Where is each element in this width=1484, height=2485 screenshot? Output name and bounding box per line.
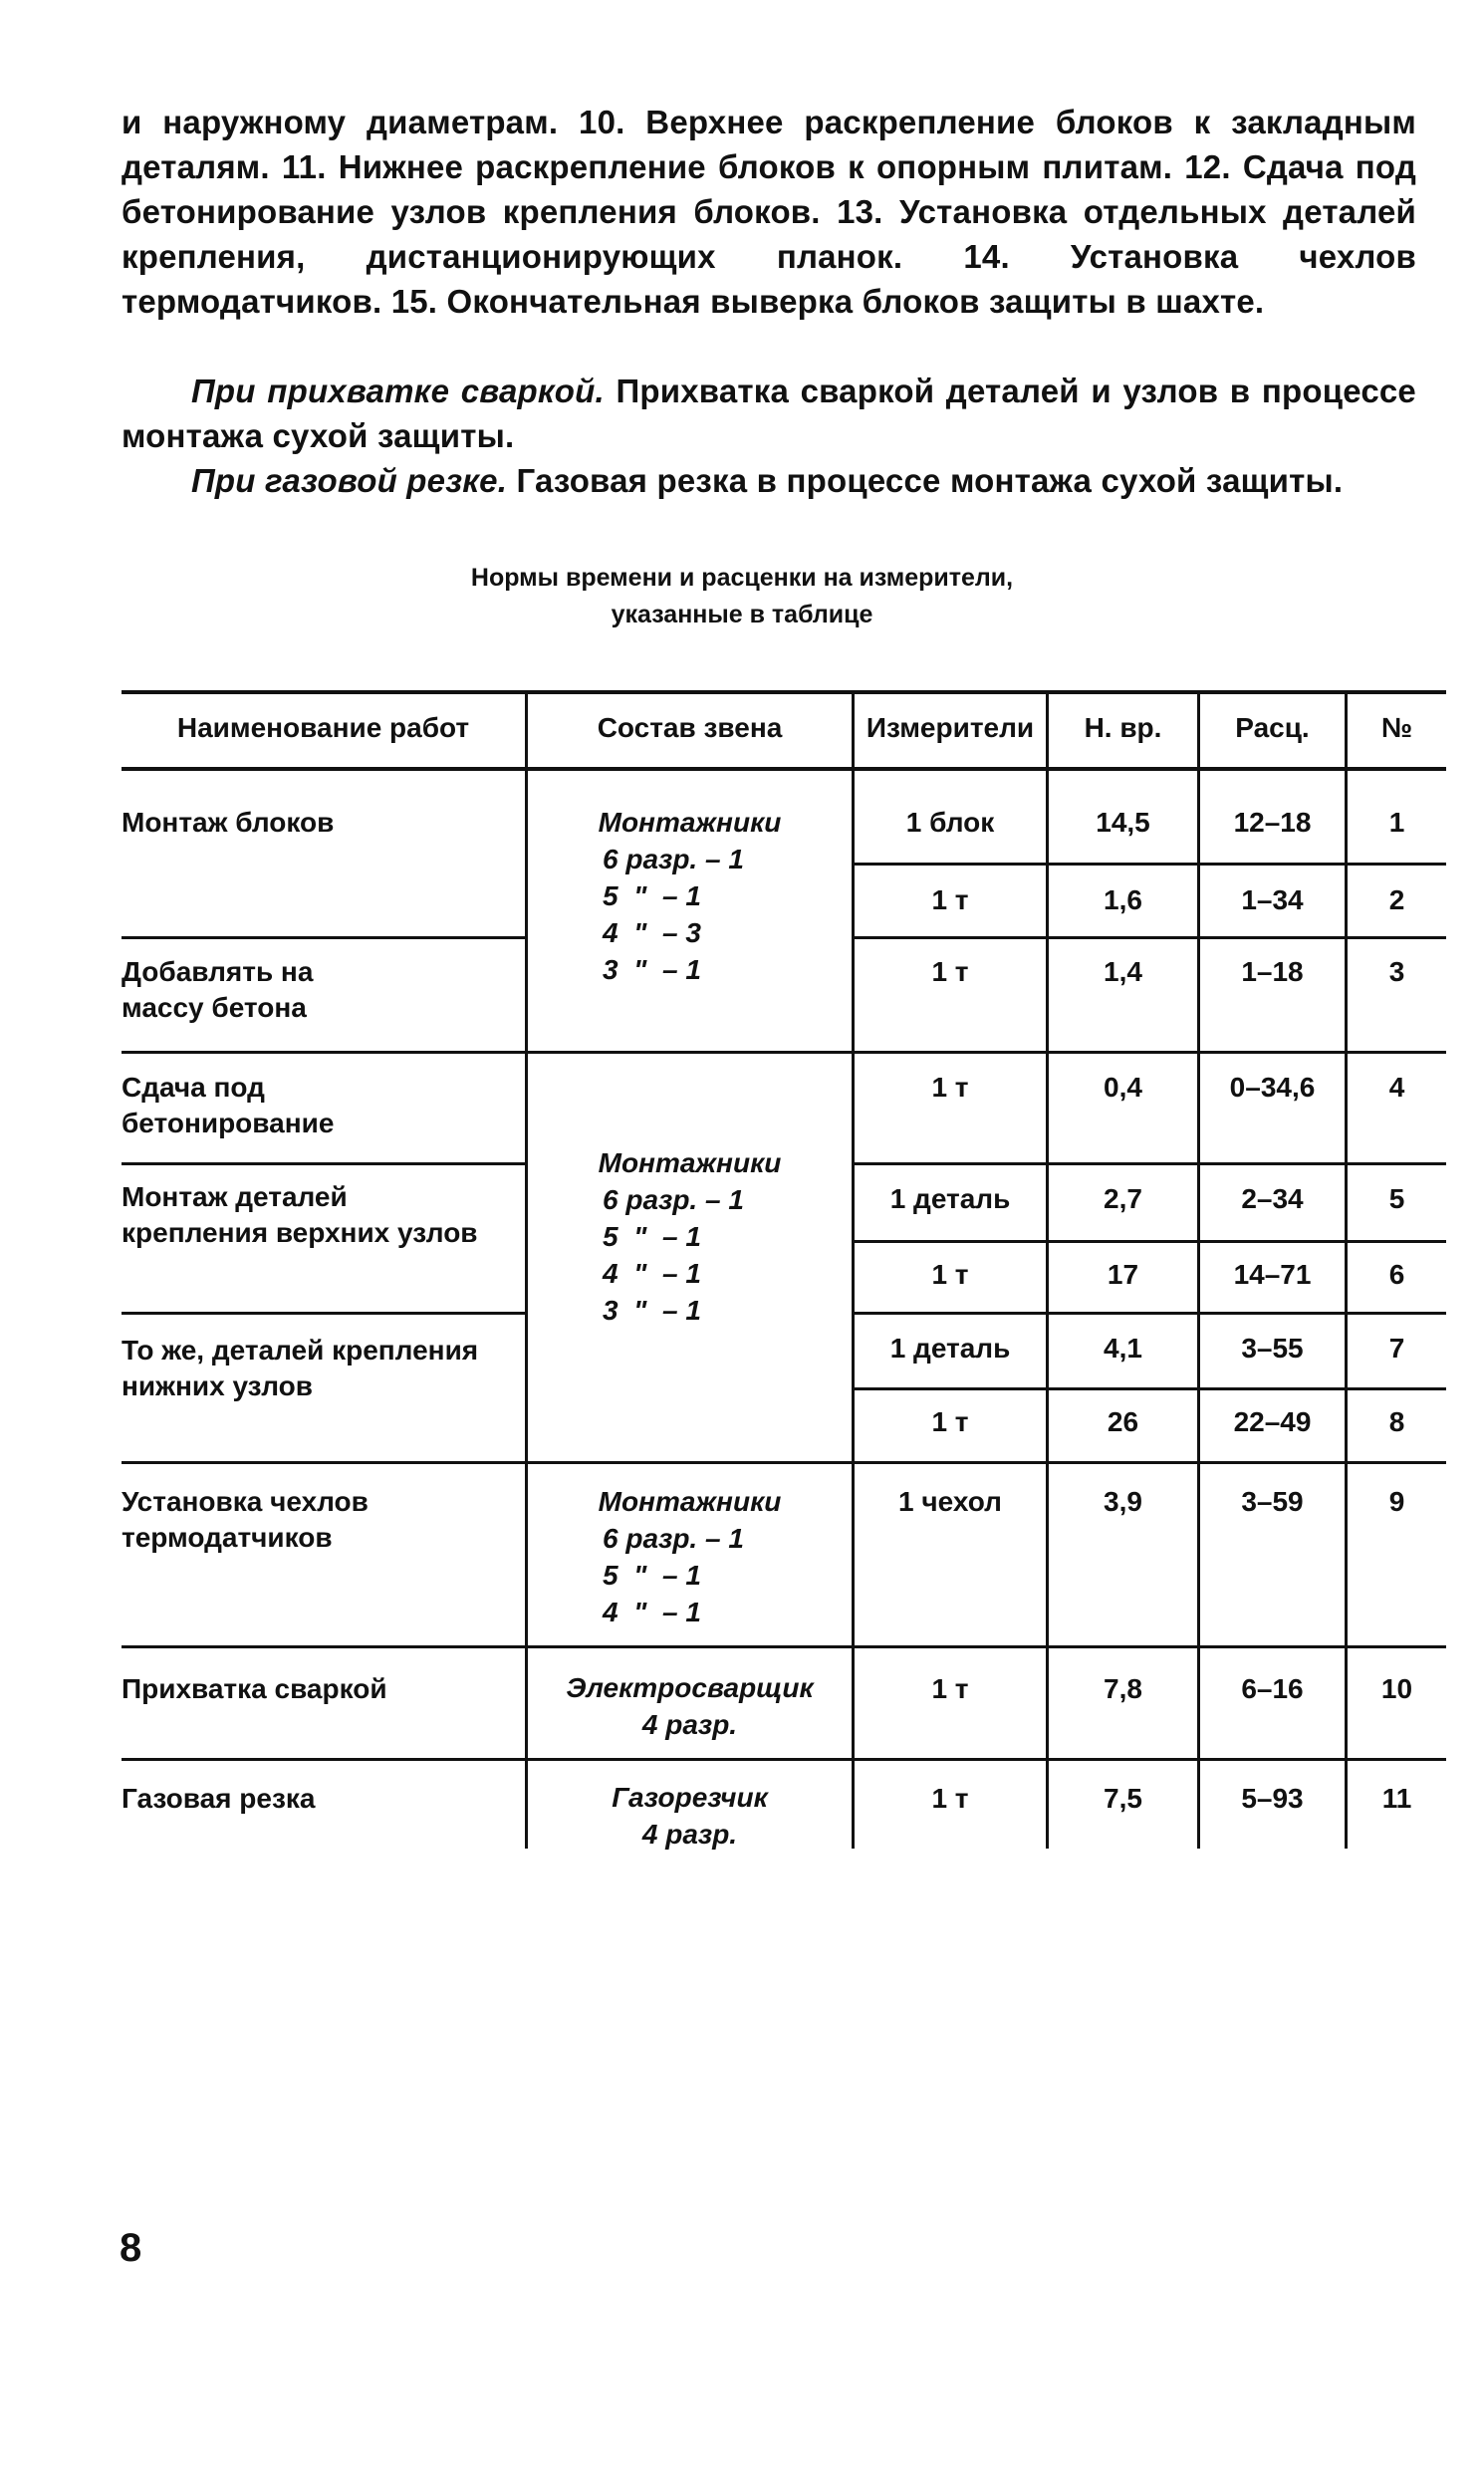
row-rule	[852, 1387, 1446, 1390]
rate-cell: 1–34	[1241, 884, 1304, 915]
crew-line: 6 разр. – 1	[603, 1523, 744, 1554]
unit-cell: 1 чехол	[898, 1486, 1002, 1517]
gas-cutting-text: Газовая резка в процессе монтажа сухой защиты.	[507, 462, 1344, 499]
number-cell: 6	[1388, 1259, 1405, 1290]
number-cell: 8	[1388, 1406, 1405, 1437]
welding-lead: При прихватке сваркой.	[191, 373, 605, 409]
number-cell: 2	[1388, 884, 1405, 915]
rate-cell: 22–49	[1233, 1406, 1312, 1437]
rate-cell: 5–93	[1241, 1783, 1304, 1814]
crew-line: 5 " – 1	[603, 1221, 701, 1252]
row-rule	[122, 1758, 1446, 1761]
row-rule	[122, 1312, 526, 1315]
header-rate: Расц.	[1235, 712, 1310, 743]
norm-cell: 0,4	[1104, 1072, 1142, 1103]
page-number: 8	[120, 2226, 142, 2270]
rate-cell: 0–34,6	[1229, 1072, 1316, 1103]
crew-line: 6 разр. – 1	[603, 1184, 744, 1215]
norm-cell: 7,5	[1104, 1783, 1142, 1814]
rate-cell: 6–16	[1241, 1673, 1304, 1704]
norm-cell: 1,4	[1104, 956, 1142, 987]
number-cell: 11	[1381, 1783, 1412, 1814]
crew-line: 6 разр. – 1	[603, 844, 744, 874]
unit-cell: 1 деталь	[889, 1183, 1011, 1214]
unit-cell: 1 т	[931, 956, 969, 987]
unit-cell: 1 т	[931, 1259, 969, 1290]
crew-line: 4 " – 3	[603, 917, 701, 948]
norm-cell: 14,5	[1096, 807, 1150, 838]
work-name: Добавлять на массу бетона	[122, 956, 314, 1023]
rate-cell: 14–71	[1233, 1259, 1312, 1290]
rate-cell: 2–34	[1241, 1183, 1304, 1214]
row-rule	[852, 863, 1446, 866]
number-cell: 10	[1380, 1673, 1413, 1704]
row-rule	[852, 1240, 1446, 1243]
unit-cell: 1 т	[931, 1406, 969, 1437]
header-norm: Н. вр.	[1084, 712, 1162, 743]
work-name: Установка чехлов термодатчиков	[122, 1486, 369, 1553]
work-name: Прихватка сваркой	[122, 1673, 387, 1704]
rate-cell: 3–55	[1241, 1333, 1304, 1364]
crew-title: Газорезчик	[612, 1782, 768, 1813]
number-cell: 4	[1388, 1072, 1405, 1103]
row-rule	[122, 1645, 1446, 1648]
row-rule	[122, 936, 526, 939]
rate-cell: 1–18	[1241, 956, 1304, 987]
work-name: Газовая резка	[122, 1783, 316, 1814]
crew-line: 4 " – 1	[603, 1597, 701, 1627]
crew-line: 4 " – 1	[603, 1258, 701, 1289]
norm-cell: 7,8	[1104, 1673, 1142, 1704]
norm-cell: 2,7	[1104, 1183, 1142, 1214]
unit-cell: 1 т	[931, 1072, 969, 1103]
unit-cell: 1 т	[931, 1783, 969, 1814]
unit-cell: 1 т	[931, 1673, 969, 1704]
row-rule	[852, 1162, 1446, 1165]
crew-line: 3 " – 1	[603, 954, 701, 985]
rate-cell: 3–59	[1241, 1486, 1304, 1517]
unit-cell: 1 деталь	[889, 1333, 1011, 1364]
row-rule	[852, 936, 1446, 939]
table-caption-line-2: указанные в таблице	[611, 601, 873, 628]
norm-cell: 3,9	[1104, 1486, 1142, 1517]
number-cell: 3	[1388, 956, 1405, 987]
crew-title: Монтажники	[598, 1486, 782, 1517]
crew-line: 5 " – 1	[603, 880, 701, 911]
row-rule	[122, 1051, 1446, 1054]
welding-paragraph	[122, 369, 1416, 458]
unit-cell: 1 т	[931, 884, 969, 915]
table-top-rule	[122, 690, 1446, 694]
gas-cutting-paragraph	[122, 458, 1416, 503]
work-name: Сдача под бетонирование	[122, 1072, 335, 1138]
row-rule	[122, 1461, 1446, 1464]
number-cell: 5	[1388, 1183, 1405, 1214]
gas-cutting-lead: При газовой резке.	[191, 462, 508, 499]
work-name: Монтаж блоков	[122, 807, 335, 838]
norm-cell: 26	[1107, 1406, 1139, 1437]
crew-title: Монтажники	[598, 1147, 782, 1178]
crew-line: 4 разр.	[641, 1709, 738, 1740]
norm-cell: 1,6	[1104, 884, 1142, 915]
crew-title: Электросварщик	[566, 1672, 814, 1703]
rate-cell: 12–18	[1233, 807, 1312, 838]
crew-title: Монтажники	[598, 807, 782, 838]
header-bottom-rule	[122, 767, 1446, 771]
row-rule	[122, 1162, 526, 1165]
header-work: Наименование работ	[176, 712, 470, 743]
table-caption-line-1: Нормы времени и расценки на измерители,	[470, 564, 1014, 592]
unit-cell: 1 блок	[905, 807, 995, 838]
number-cell: 9	[1388, 1486, 1405, 1517]
number-cell: 7	[1388, 1333, 1405, 1364]
number-cell: 1	[1388, 807, 1405, 838]
intro-paragraph: и наружному диаметрам. 10. Верхнее раскрепление блоков к закладным деталям. 11. Нижнее раскрепление блоков к опорным плитам. 12. Сдача под бетонирование узлов крепления блоков. 13. Установка отдельных деталей крепления, дистанционирующих планок. 14. Установка чехлов термодатчиков. 15. Окончательная выверка блоков защиты в шахте.	[122, 104, 1416, 320]
header-number: №	[1380, 712, 1413, 743]
norm-cell: 17	[1107, 1259, 1139, 1290]
crew-line: 4 разр.	[641, 1819, 738, 1850]
header-unit: Измерители	[866, 712, 1035, 743]
row-rule	[852, 1312, 1446, 1315]
norm-cell: 4,1	[1104, 1333, 1142, 1364]
welding-text: Прихватка сваркой деталей и узлов в процессе монтажа сухой защиты.	[122, 373, 1416, 454]
header-crew: Состав звена	[597, 712, 783, 743]
work-name: То же, деталей крепления нижних узлов	[122, 1335, 479, 1401]
crew-line: 5 " – 1	[603, 1560, 701, 1591]
crew-line: 3 " – 1	[603, 1295, 701, 1326]
work-name: Монтаж деталей крепления верхних узлов	[122, 1181, 478, 1248]
